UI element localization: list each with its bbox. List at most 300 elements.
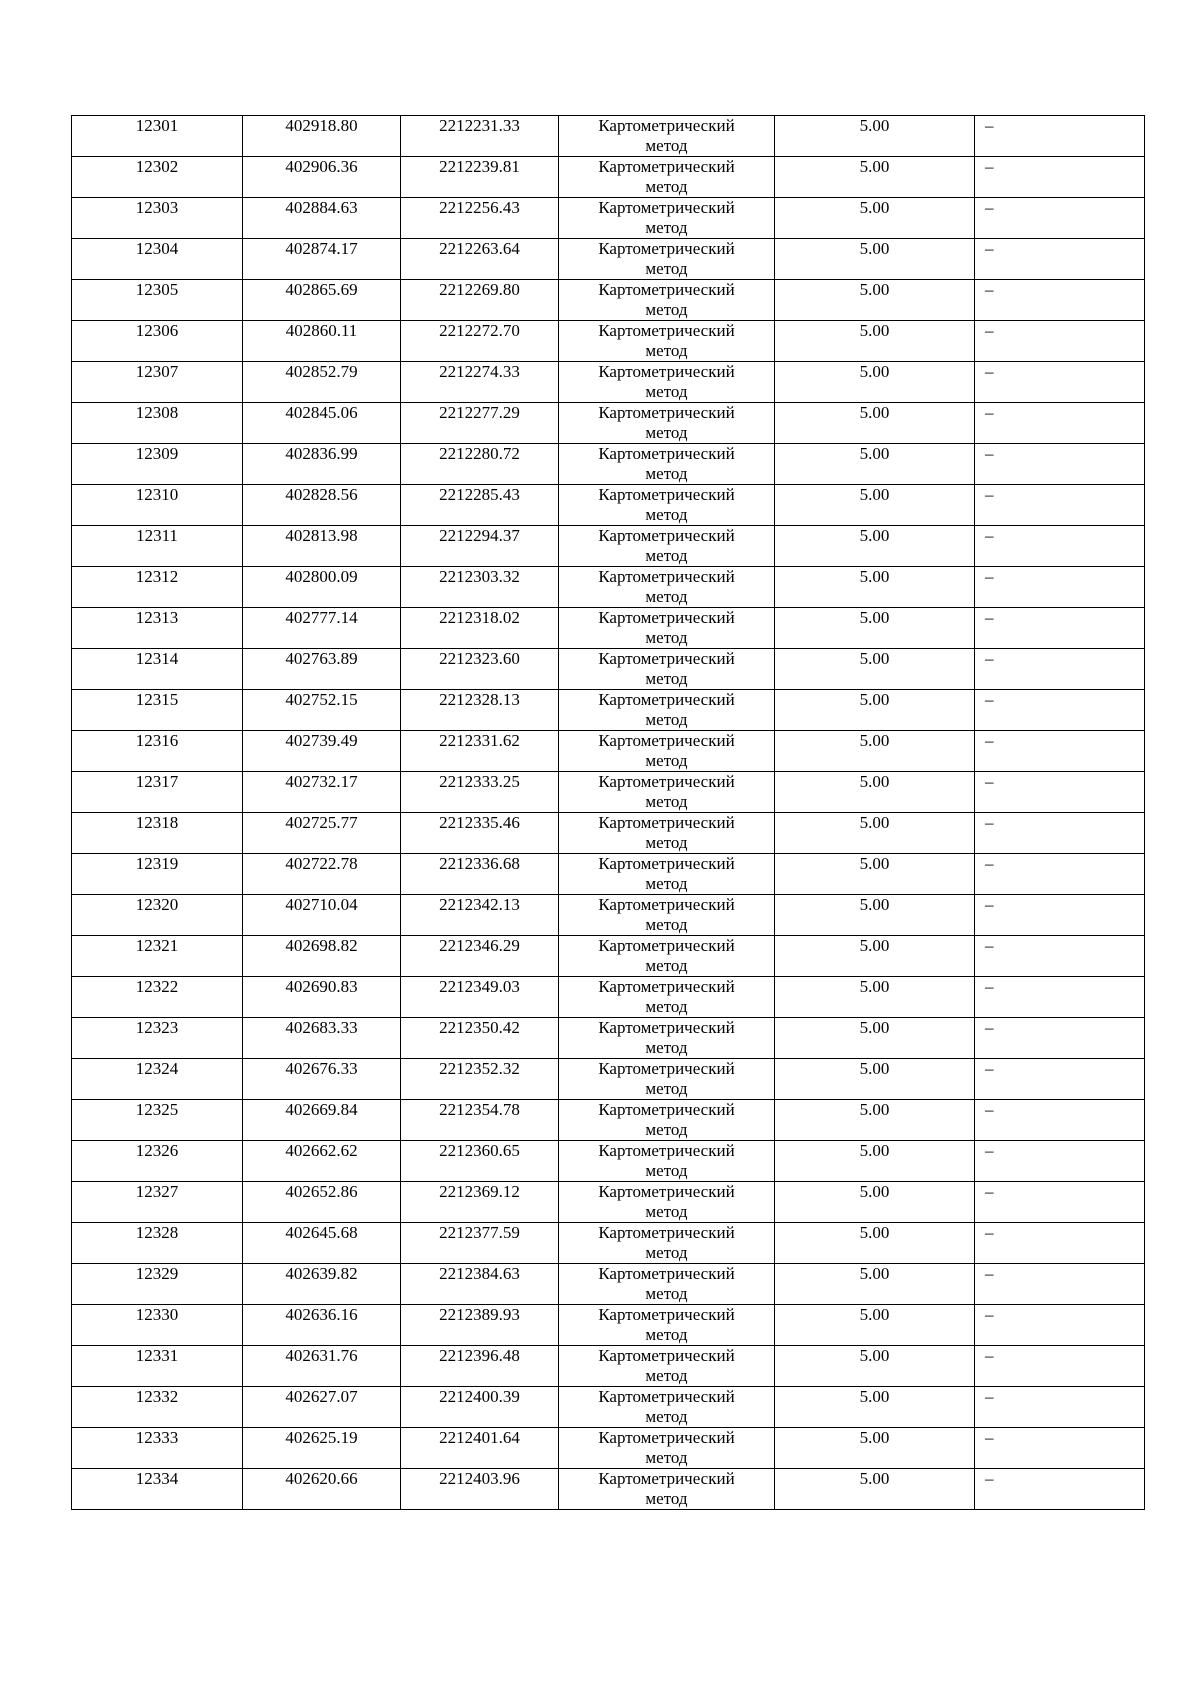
- note-cell: –: [975, 157, 1145, 198]
- point-number-cell: 12314: [72, 649, 243, 690]
- method-line-2: метод: [645, 423, 688, 442]
- method-line-2: метод: [645, 136, 688, 155]
- method-cell: [559, 403, 775, 444]
- table-row: [72, 1387, 1145, 1428]
- note-cell: –: [975, 1018, 1145, 1059]
- point-number-cell: 12319: [72, 854, 243, 895]
- accuracy-cell: 5.00: [775, 1305, 975, 1346]
- method-line-2: метод: [645, 300, 688, 319]
- note-cell: –: [975, 1264, 1145, 1305]
- method-line-1: Картометрический: [598, 485, 735, 504]
- point-number-cell: 12306: [72, 321, 243, 362]
- note-cell: –: [975, 239, 1145, 280]
- method-line-1: Картометрический: [598, 116, 735, 135]
- method-cell: [559, 321, 775, 362]
- y-coordinate-cell: 2212352.32: [401, 1059, 559, 1100]
- method-line-1: Картометрический: [598, 1182, 735, 1201]
- accuracy-cell: 5.00: [775, 690, 975, 731]
- table-row: [72, 198, 1145, 239]
- accuracy-cell: 5.00: [775, 116, 975, 157]
- accuracy-cell: 5.00: [775, 1428, 975, 1469]
- y-coordinate-cell: 2212323.60: [401, 649, 559, 690]
- method-cell: [559, 1305, 775, 1346]
- method-line-2: метод: [645, 1407, 688, 1426]
- x-coordinate-cell: 402800.09: [243, 567, 401, 608]
- point-number-cell: 12312: [72, 567, 243, 608]
- method-cell: [559, 1387, 775, 1428]
- note-cell: –: [975, 813, 1145, 854]
- method-line-2: метод: [645, 751, 688, 770]
- note-cell: –: [975, 1141, 1145, 1182]
- table-row: [72, 485, 1145, 526]
- note-cell: –: [975, 280, 1145, 321]
- accuracy-cell: 5.00: [775, 321, 975, 362]
- x-coordinate-cell: 402906.36: [243, 157, 401, 198]
- method-line-1: Картометрический: [598, 1428, 735, 1447]
- x-coordinate-cell: 402690.83: [243, 977, 401, 1018]
- method-line-1: Картометрический: [598, 444, 735, 463]
- table-row: [72, 1100, 1145, 1141]
- accuracy-cell: 5.00: [775, 977, 975, 1018]
- point-number-cell: 12308: [72, 403, 243, 444]
- method-line-2: метод: [645, 1120, 688, 1139]
- note-cell: –: [975, 1100, 1145, 1141]
- x-coordinate-cell: 402669.84: [243, 1100, 401, 1141]
- method-line-2: метод: [645, 587, 688, 606]
- x-coordinate-cell: 402860.11: [243, 321, 401, 362]
- method-line-2: метод: [645, 546, 688, 565]
- table-row: [72, 1346, 1145, 1387]
- note-cell: –: [975, 977, 1145, 1018]
- table-row: [72, 403, 1145, 444]
- point-number-cell: 12317: [72, 772, 243, 813]
- point-number-cell: 12323: [72, 1018, 243, 1059]
- y-coordinate-cell: 2212360.65: [401, 1141, 559, 1182]
- method-line-1: Картометрический: [598, 1223, 735, 1242]
- note-cell: –: [975, 1182, 1145, 1223]
- method-line-2: метод: [645, 1038, 688, 1057]
- point-number-cell: 12332: [72, 1387, 243, 1428]
- method-line-1: Картометрический: [598, 526, 735, 545]
- x-coordinate-cell: 402725.77: [243, 813, 401, 854]
- point-number-cell: 12322: [72, 977, 243, 1018]
- note-cell: –: [975, 526, 1145, 567]
- y-coordinate-cell: 2212396.48: [401, 1346, 559, 1387]
- coordinates-table: [71, 115, 1145, 1510]
- note-cell: –: [975, 608, 1145, 649]
- table-row: [72, 1469, 1145, 1510]
- method-line-1: Картометрический: [598, 362, 735, 381]
- point-number-cell: 12334: [72, 1469, 243, 1510]
- method-line-2: метод: [645, 218, 688, 237]
- table-row: [72, 157, 1145, 198]
- point-number-cell: 12324: [72, 1059, 243, 1100]
- accuracy-cell: 5.00: [775, 485, 975, 526]
- x-coordinate-cell: 402845.06: [243, 403, 401, 444]
- method-line-2: метод: [645, 1161, 688, 1180]
- table-row: [72, 1141, 1145, 1182]
- table-row: [72, 1059, 1145, 1100]
- method-cell: [559, 1182, 775, 1223]
- table-row: [72, 813, 1145, 854]
- table-row: [72, 854, 1145, 895]
- method-line-1: Картометрический: [598, 1264, 735, 1283]
- accuracy-cell: 5.00: [775, 772, 975, 813]
- note-cell: –: [975, 772, 1145, 813]
- method-cell: [559, 608, 775, 649]
- x-coordinate-cell: 402763.89: [243, 649, 401, 690]
- x-coordinate-cell: 402732.17: [243, 772, 401, 813]
- point-number-cell: 12333: [72, 1428, 243, 1469]
- x-coordinate-cell: 402852.79: [243, 362, 401, 403]
- method-cell: [559, 936, 775, 977]
- method-cell: [559, 1264, 775, 1305]
- note-cell: –: [975, 895, 1145, 936]
- y-coordinate-cell: 2212256.43: [401, 198, 559, 239]
- note-cell: –: [975, 1469, 1145, 1510]
- table-row: [72, 608, 1145, 649]
- table-row: [72, 1018, 1145, 1059]
- y-coordinate-cell: 2212280.72: [401, 444, 559, 485]
- method-line-1: Картометрический: [598, 895, 735, 914]
- method-line-2: метод: [645, 177, 688, 196]
- method-cell: [559, 1469, 775, 1510]
- x-coordinate-cell: 402631.76: [243, 1346, 401, 1387]
- y-coordinate-cell: 2212403.96: [401, 1469, 559, 1510]
- method-line-1: Картометрический: [598, 403, 735, 422]
- method-cell: [559, 485, 775, 526]
- y-coordinate-cell: 2212384.63: [401, 1264, 559, 1305]
- method-cell: [559, 1141, 775, 1182]
- y-coordinate-cell: 2212331.62: [401, 731, 559, 772]
- method-cell: [559, 977, 775, 1018]
- x-coordinate-cell: 402777.14: [243, 608, 401, 649]
- accuracy-cell: 5.00: [775, 1059, 975, 1100]
- y-coordinate-cell: 2212269.80: [401, 280, 559, 321]
- table-row: [72, 567, 1145, 608]
- method-line-2: метод: [645, 1325, 688, 1344]
- point-number-cell: 12302: [72, 157, 243, 198]
- method-line-2: метод: [645, 669, 688, 688]
- method-line-2: метод: [645, 1489, 688, 1508]
- accuracy-cell: 5.00: [775, 1223, 975, 1264]
- point-number-cell: 12311: [72, 526, 243, 567]
- point-number-cell: 12329: [72, 1264, 243, 1305]
- method-line-2: метод: [645, 464, 688, 483]
- y-coordinate-cell: 2212294.37: [401, 526, 559, 567]
- method-line-2: метод: [645, 833, 688, 852]
- method-line-2: метод: [645, 628, 688, 647]
- accuracy-cell: 5.00: [775, 649, 975, 690]
- accuracy-cell: 5.00: [775, 936, 975, 977]
- method-cell: [559, 690, 775, 731]
- method-cell: [559, 854, 775, 895]
- table-row: [72, 772, 1145, 813]
- method-line-2: метод: [645, 505, 688, 524]
- table-row: [72, 1305, 1145, 1346]
- table-row: [72, 977, 1145, 1018]
- method-line-2: метод: [645, 341, 688, 360]
- method-line-1: Картометрический: [598, 1100, 735, 1119]
- method-cell: [559, 1428, 775, 1469]
- y-coordinate-cell: 2212342.13: [401, 895, 559, 936]
- x-coordinate-cell: 402645.68: [243, 1223, 401, 1264]
- accuracy-cell: 5.00: [775, 239, 975, 280]
- accuracy-cell: 5.00: [775, 198, 975, 239]
- note-cell: –: [975, 362, 1145, 403]
- method-line-1: Картометрический: [598, 731, 735, 750]
- x-coordinate-cell: 402627.07: [243, 1387, 401, 1428]
- method-line-1: Картометрический: [598, 690, 735, 709]
- accuracy-cell: 5.00: [775, 280, 975, 321]
- table-row: [72, 1182, 1145, 1223]
- method-line-1: Картометрический: [598, 157, 735, 176]
- method-line-1: Картометрический: [598, 567, 735, 586]
- y-coordinate-cell: 2212369.12: [401, 1182, 559, 1223]
- accuracy-cell: 5.00: [775, 526, 975, 567]
- note-cell: –: [975, 567, 1145, 608]
- accuracy-cell: 5.00: [775, 362, 975, 403]
- method-line-2: метод: [645, 956, 688, 975]
- method-line-1: Картометрический: [598, 1346, 735, 1365]
- method-cell: [559, 567, 775, 608]
- method-line-1: Картометрический: [598, 977, 735, 996]
- method-cell: [559, 362, 775, 403]
- method-line-1: Картометрический: [598, 239, 735, 258]
- method-cell: [559, 1018, 775, 1059]
- point-number-cell: 12309: [72, 444, 243, 485]
- y-coordinate-cell: 2212389.93: [401, 1305, 559, 1346]
- x-coordinate-cell: 402884.63: [243, 198, 401, 239]
- y-coordinate-cell: 2212277.29: [401, 403, 559, 444]
- method-cell: [559, 526, 775, 567]
- table-row: [72, 895, 1145, 936]
- point-number-cell: 12325: [72, 1100, 243, 1141]
- x-coordinate-cell: 402625.19: [243, 1428, 401, 1469]
- y-coordinate-cell: 2212303.32: [401, 567, 559, 608]
- y-coordinate-cell: 2212401.64: [401, 1428, 559, 1469]
- y-coordinate-cell: 2212350.42: [401, 1018, 559, 1059]
- x-coordinate-cell: 402865.69: [243, 280, 401, 321]
- point-number-cell: 12326: [72, 1141, 243, 1182]
- x-coordinate-cell: 402828.56: [243, 485, 401, 526]
- method-cell: [559, 444, 775, 485]
- note-cell: –: [975, 936, 1145, 977]
- table-row: [72, 1428, 1145, 1469]
- point-number-cell: 12310: [72, 485, 243, 526]
- note-cell: –: [975, 403, 1145, 444]
- x-coordinate-cell: 402710.04: [243, 895, 401, 936]
- y-coordinate-cell: 2212354.78: [401, 1100, 559, 1141]
- method-cell: [559, 280, 775, 321]
- accuracy-cell: 5.00: [775, 608, 975, 649]
- method-line-2: метод: [645, 874, 688, 893]
- method-line-1: Картометрический: [598, 1387, 735, 1406]
- accuracy-cell: 5.00: [775, 1387, 975, 1428]
- table-row: [72, 116, 1145, 157]
- y-coordinate-cell: 2212328.13: [401, 690, 559, 731]
- method-line-1: Картометрический: [598, 1469, 735, 1488]
- point-number-cell: 12315: [72, 690, 243, 731]
- point-number-cell: 12313: [72, 608, 243, 649]
- table-row: [72, 1264, 1145, 1305]
- method-cell: [559, 116, 775, 157]
- method-cell: [559, 1059, 775, 1100]
- method-line-1: Картометрический: [598, 854, 735, 873]
- method-line-1: Картометрический: [598, 1141, 735, 1160]
- method-line-2: метод: [645, 259, 688, 278]
- y-coordinate-cell: 2212285.43: [401, 485, 559, 526]
- method-cell: [559, 772, 775, 813]
- note-cell: –: [975, 1346, 1145, 1387]
- point-number-cell: 12307: [72, 362, 243, 403]
- method-line-2: метод: [645, 1079, 688, 1098]
- y-coordinate-cell: 2212231.33: [401, 116, 559, 157]
- x-coordinate-cell: 402652.86: [243, 1182, 401, 1223]
- x-coordinate-cell: 402739.49: [243, 731, 401, 772]
- method-line-1: Картометрический: [598, 1305, 735, 1324]
- note-cell: –: [975, 731, 1145, 772]
- method-line-2: метод: [645, 382, 688, 401]
- table-row: [72, 690, 1145, 731]
- note-cell: –: [975, 198, 1145, 239]
- note-cell: –: [975, 485, 1145, 526]
- x-coordinate-cell: 402836.99: [243, 444, 401, 485]
- point-number-cell: 12316: [72, 731, 243, 772]
- accuracy-cell: 5.00: [775, 567, 975, 608]
- accuracy-cell: 5.00: [775, 895, 975, 936]
- accuracy-cell: 5.00: [775, 731, 975, 772]
- method-line-2: метод: [645, 1448, 688, 1467]
- coordinates-table-body: [72, 116, 1145, 1510]
- accuracy-cell: 5.00: [775, 1264, 975, 1305]
- method-cell: [559, 198, 775, 239]
- x-coordinate-cell: 402620.66: [243, 1469, 401, 1510]
- accuracy-cell: 5.00: [775, 1469, 975, 1510]
- y-coordinate-cell: 2212336.68: [401, 854, 559, 895]
- y-coordinate-cell: 2212335.46: [401, 813, 559, 854]
- point-number-cell: 12330: [72, 1305, 243, 1346]
- table-row: [72, 1223, 1145, 1264]
- table-row: [72, 649, 1145, 690]
- x-coordinate-cell: 402698.82: [243, 936, 401, 977]
- y-coordinate-cell: 2212272.70: [401, 321, 559, 362]
- accuracy-cell: 5.00: [775, 1346, 975, 1387]
- note-cell: –: [975, 649, 1145, 690]
- method-cell: [559, 157, 775, 198]
- y-coordinate-cell: 2212318.02: [401, 608, 559, 649]
- method-cell: [559, 649, 775, 690]
- note-cell: –: [975, 854, 1145, 895]
- x-coordinate-cell: 402874.17: [243, 239, 401, 280]
- x-coordinate-cell: 402639.82: [243, 1264, 401, 1305]
- table-row: [72, 731, 1145, 772]
- note-cell: –: [975, 1428, 1145, 1469]
- note-cell: –: [975, 1223, 1145, 1264]
- accuracy-cell: 5.00: [775, 813, 975, 854]
- method-line-2: метод: [645, 997, 688, 1016]
- method-cell: [559, 1100, 775, 1141]
- table-row: [72, 444, 1145, 485]
- note-cell: –: [975, 444, 1145, 485]
- accuracy-cell: 5.00: [775, 1018, 975, 1059]
- y-coordinate-cell: 2212333.25: [401, 772, 559, 813]
- y-coordinate-cell: 2212239.81: [401, 157, 559, 198]
- point-number-cell: 12301: [72, 116, 243, 157]
- table-row: [72, 321, 1145, 362]
- accuracy-cell: 5.00: [775, 403, 975, 444]
- note-cell: –: [975, 321, 1145, 362]
- method-line-2: метод: [645, 1366, 688, 1385]
- point-number-cell: 12320: [72, 895, 243, 936]
- table-row: [72, 239, 1145, 280]
- table-row: [72, 362, 1145, 403]
- y-coordinate-cell: 2212400.39: [401, 1387, 559, 1428]
- method-cell: [559, 813, 775, 854]
- method-line-1: Картометрический: [598, 649, 735, 668]
- point-number-cell: 12304: [72, 239, 243, 280]
- accuracy-cell: 5.00: [775, 1100, 975, 1141]
- point-number-cell: 12328: [72, 1223, 243, 1264]
- method-line-1: Картометрический: [598, 198, 735, 217]
- note-cell: –: [975, 1059, 1145, 1100]
- point-number-cell: 12327: [72, 1182, 243, 1223]
- point-number-cell: 12331: [72, 1346, 243, 1387]
- point-number-cell: 12305: [72, 280, 243, 321]
- method-line-2: метод: [645, 1243, 688, 1262]
- method-line-2: метод: [645, 915, 688, 934]
- method-cell: [559, 239, 775, 280]
- y-coordinate-cell: 2212274.33: [401, 362, 559, 403]
- method-line-1: Картометрический: [598, 1059, 735, 1078]
- note-cell: –: [975, 1387, 1145, 1428]
- point-number-cell: 12321: [72, 936, 243, 977]
- point-number-cell: 12303: [72, 198, 243, 239]
- accuracy-cell: 5.00: [775, 444, 975, 485]
- y-coordinate-cell: 2212346.29: [401, 936, 559, 977]
- x-coordinate-cell: 402918.80: [243, 116, 401, 157]
- point-number-cell: 12318: [72, 813, 243, 854]
- accuracy-cell: 5.00: [775, 1182, 975, 1223]
- y-coordinate-cell: 2212349.03: [401, 977, 559, 1018]
- table-row: [72, 936, 1145, 977]
- y-coordinate-cell: 2212377.59: [401, 1223, 559, 1264]
- x-coordinate-cell: 402683.33: [243, 1018, 401, 1059]
- method-line-1: Картометрический: [598, 321, 735, 340]
- method-line-2: метод: [645, 792, 688, 811]
- method-cell: [559, 731, 775, 772]
- method-line-1: Картометрический: [598, 1018, 735, 1037]
- method-cell: [559, 1223, 775, 1264]
- x-coordinate-cell: 402722.78: [243, 854, 401, 895]
- accuracy-cell: 5.00: [775, 157, 975, 198]
- method-line-2: метод: [645, 1284, 688, 1303]
- x-coordinate-cell: 402676.33: [243, 1059, 401, 1100]
- method-line-2: метод: [645, 1202, 688, 1221]
- method-cell: [559, 895, 775, 936]
- y-coordinate-cell: 2212263.64: [401, 239, 559, 280]
- method-line-2: метод: [645, 710, 688, 729]
- table-row: [72, 526, 1145, 567]
- note-cell: –: [975, 690, 1145, 731]
- x-coordinate-cell: 402813.98: [243, 526, 401, 567]
- method-line-1: Картометрический: [598, 280, 735, 299]
- accuracy-cell: 5.00: [775, 854, 975, 895]
- method-line-1: Картометрический: [598, 936, 735, 955]
- accuracy-cell: 5.00: [775, 1141, 975, 1182]
- method-line-1: Картометрический: [598, 813, 735, 832]
- table-row: [72, 280, 1145, 321]
